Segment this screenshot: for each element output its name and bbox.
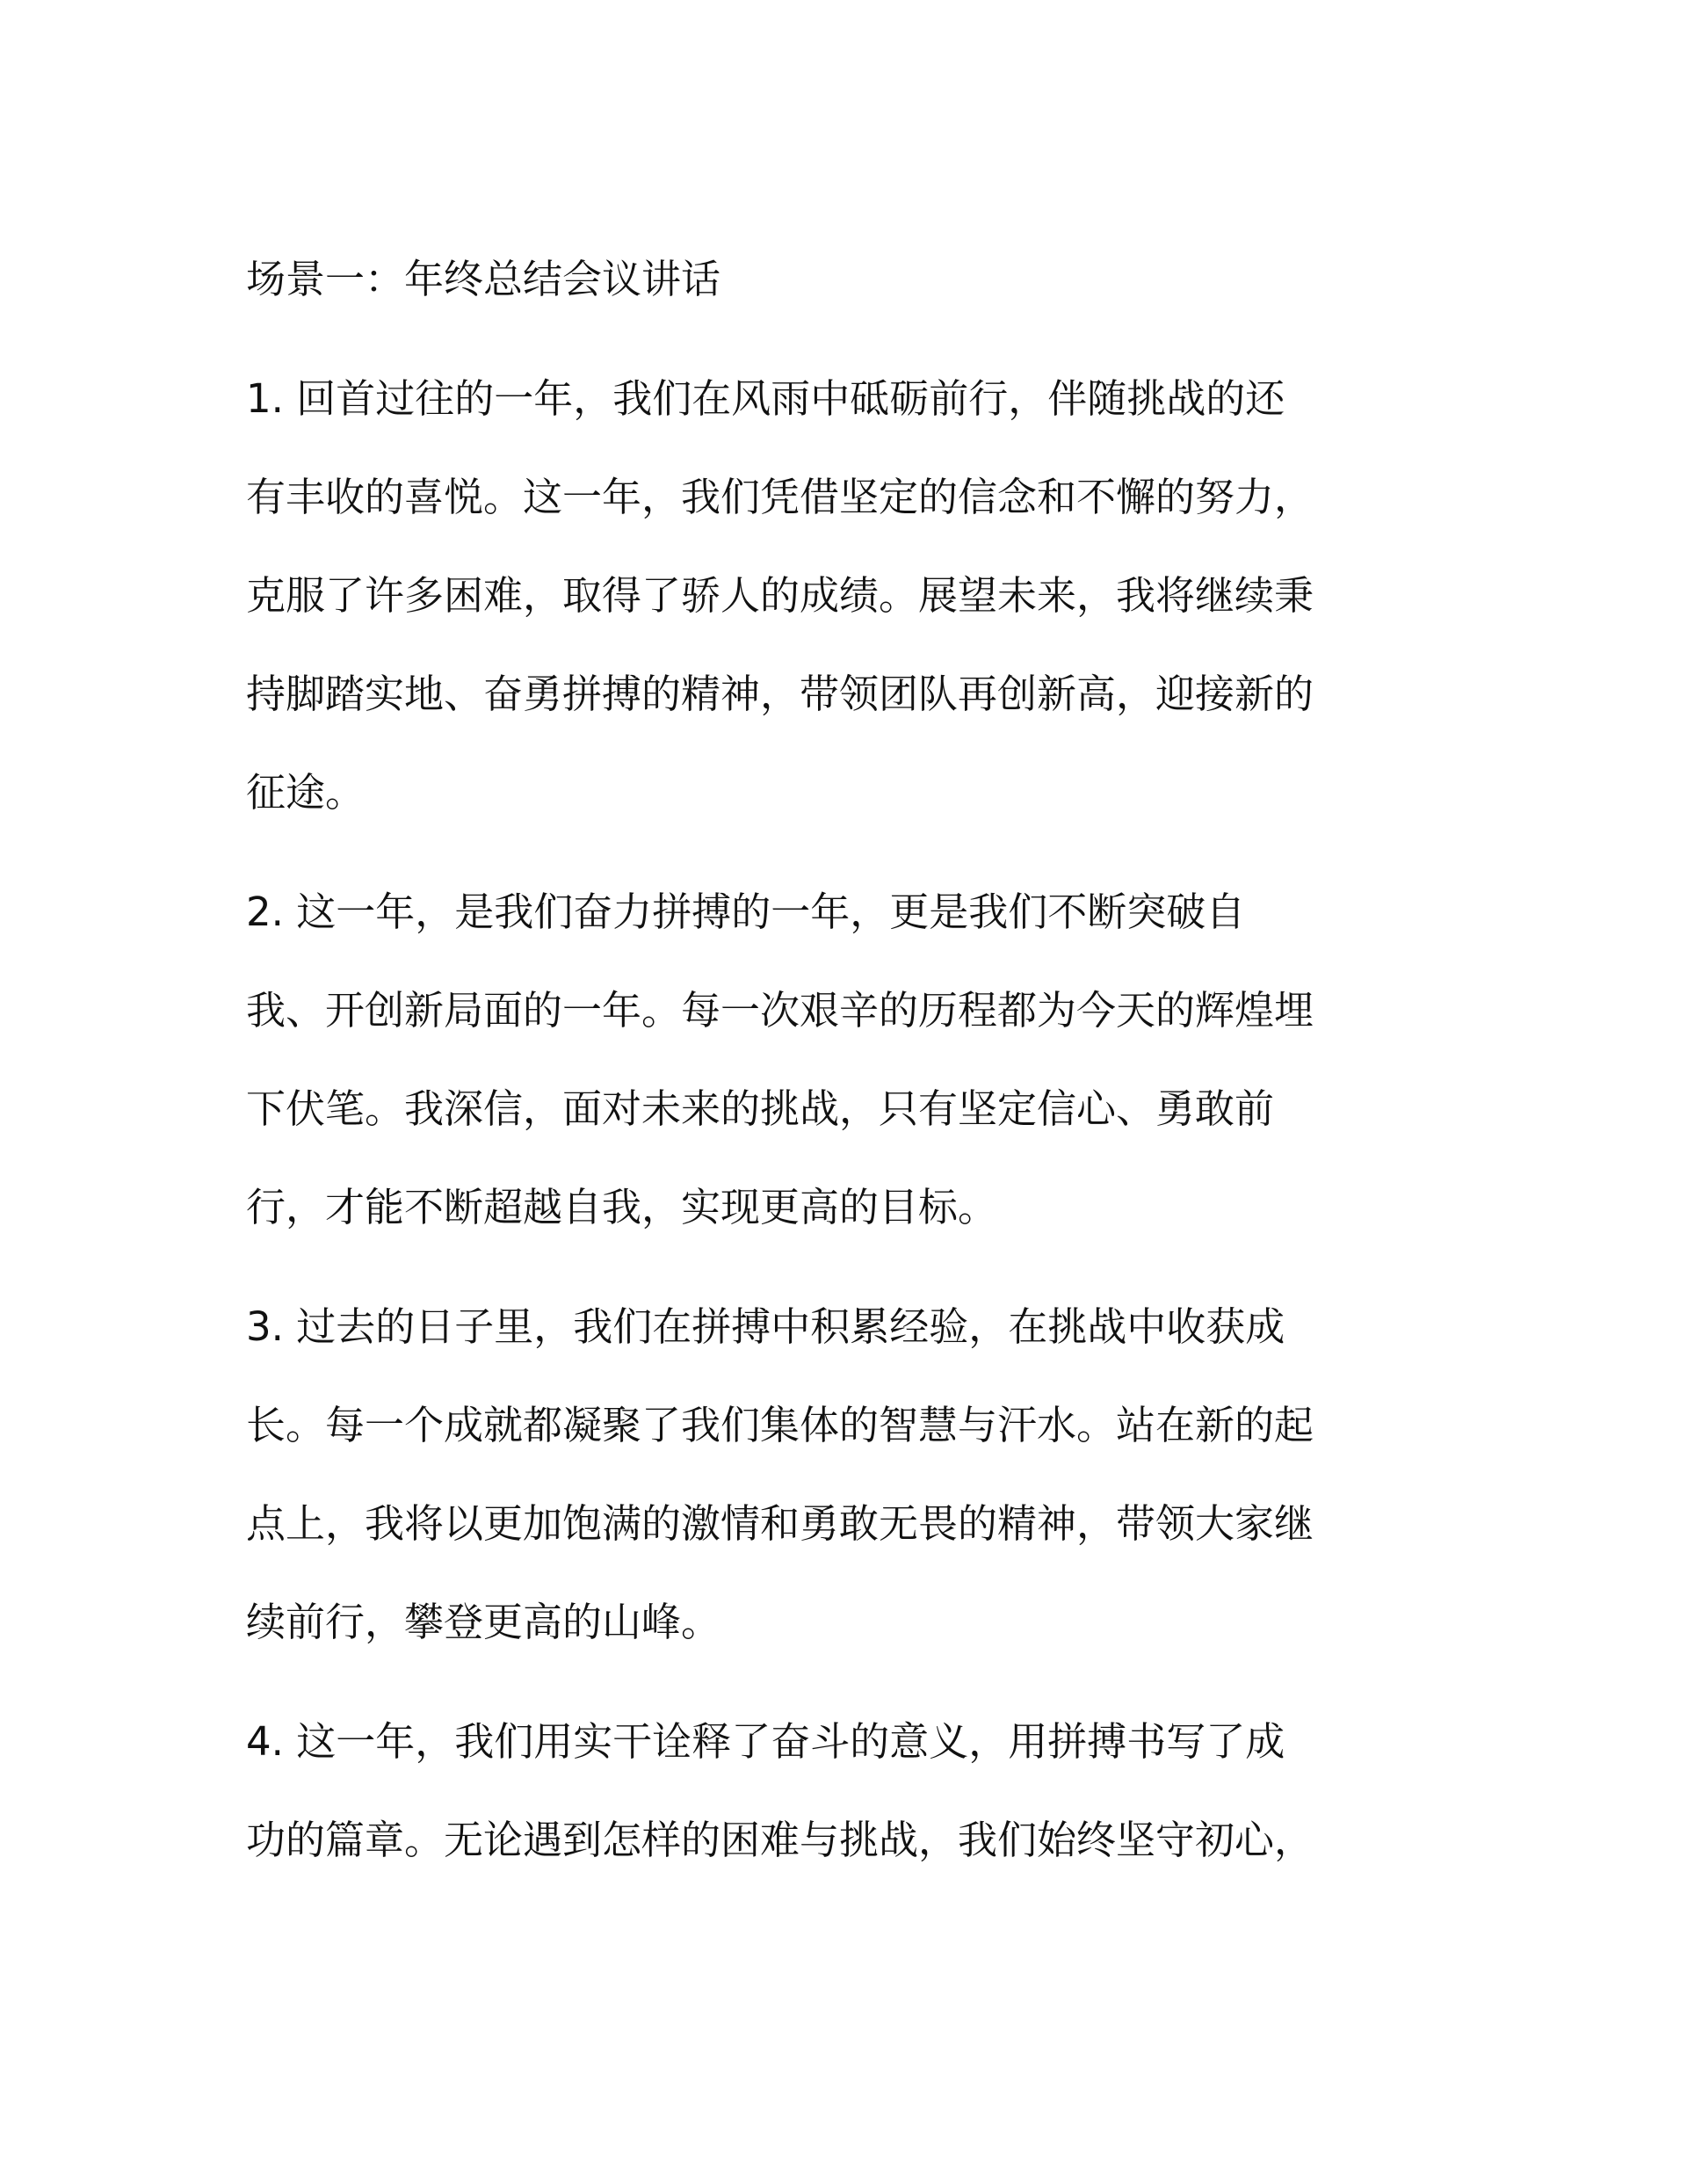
paragraph-line: 征途。 bbox=[246, 769, 366, 816]
paragraph-line: 持脚踏实地、奋勇拼搏的精神，带领团队再创新高，迎接新的 bbox=[246, 671, 1314, 717]
paragraph-line: 功的篇章。无论遇到怎样的困难与挑战，我们始终坚守初心， bbox=[246, 1817, 1314, 1863]
paragraph-line: 我、开创新局面的一年。每一次艰辛的历程都为今天的辉煌埋 bbox=[246, 987, 1314, 1034]
paragraph-line: 行，才能不断超越自我，实现更高的目标。 bbox=[246, 1184, 998, 1230]
paragraph-2 bbox=[246, 863, 1441, 1278]
paragraph-line: 1. 回首过往的一年，我们在风雨中砥砺前行，伴随挑战的还 bbox=[246, 375, 1285, 422]
paragraph-line: 2. 这一年，是我们奋力拼搏的一年，更是我们不断突破自 bbox=[246, 889, 1246, 935]
paragraph-line: 3. 过去的日子里，我们在拼搏中积累经验，在挑战中收获成 bbox=[246, 1303, 1285, 1350]
paragraph-line: 续前行，攀登更高的山峰。 bbox=[246, 1599, 721, 1645]
paragraph-line: 长。每一个成就都凝聚了我们集体的智慧与汗水。站在新的起 bbox=[246, 1402, 1314, 1448]
paragraph-line: 有丰收的喜悦。这一年，我们凭借坚定的信念和不懈的努力， bbox=[246, 474, 1314, 520]
paragraph-line: 克服了许多困难，取得了骄人的成绩。展望未来，我将继续秉 bbox=[246, 572, 1314, 619]
document-body bbox=[246, 230, 1441, 1911]
paragraph-4 bbox=[246, 1693, 1441, 1911]
paragraph-line: 下伏笔。我深信，面对未来的挑战，只有坚定信心、勇敢前 bbox=[246, 1085, 1275, 1132]
paragraph-1 bbox=[246, 350, 1441, 863]
paragraph-line: 点上，我将以更加饱满的激情和勇敢无畏的精神，带领大家继 bbox=[246, 1500, 1314, 1547]
paragraph-line: 4. 这一年，我们用实干诠释了奋斗的意义，用拼搏书写了成 bbox=[246, 1718, 1285, 1765]
paragraph-3 bbox=[246, 1278, 1441, 1693]
document-title: 场景一：年终总结会议讲话 bbox=[246, 256, 721, 302]
